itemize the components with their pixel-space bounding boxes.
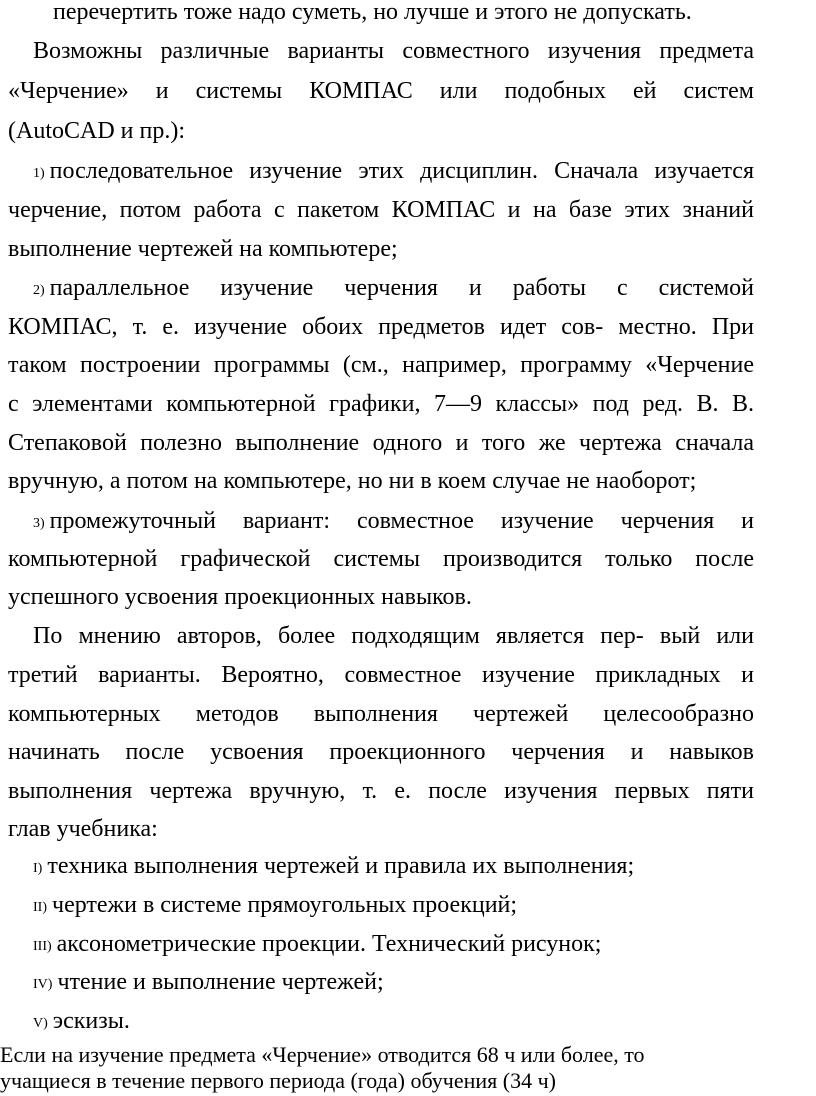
- paragraph-line: выполнения чертежа вручную, т. е. после изучения первых пяти: [8, 778, 754, 804]
- list-item: [33, 507, 754, 539]
- list-item: [33, 930, 601, 962]
- paragraph-line: третий варианты. Вероятно, совместное изучение прикладных и: [8, 662, 754, 688]
- paragraph-line: Степаковой полезно выполнение одного и того же чертежа сначала: [8, 430, 754, 456]
- list-item: [33, 157, 754, 189]
- paragraph-line: По мнению авторов, более подходящим является пер- вый или: [33, 623, 754, 649]
- paragraph-line: (AutoCAD и пр.):: [8, 118, 186, 144]
- list-marker: V): [33, 1016, 48, 1031]
- paragraph-line: успешного усвоения проекционных навыков.: [8, 584, 472, 610]
- paragraph-line: таком построении программы (см., например, программу «Черчение: [8, 352, 754, 378]
- list-marker: IV): [33, 977, 53, 992]
- list-item-text: промежуточный вариант: совместное изучение черчения и: [49, 508, 754, 534]
- list-item: [33, 274, 754, 306]
- paragraph-line: выполнение чертежей на компьютере;: [8, 236, 398, 262]
- list-item-text: чтение и выполнение чертежей;: [57, 969, 384, 995]
- list-item: [33, 1007, 130, 1039]
- list-item: [33, 968, 384, 1000]
- list-item-text: эскизы.: [52, 1008, 130, 1034]
- list-marker: III): [33, 939, 52, 954]
- list-marker: II): [33, 900, 47, 915]
- list-marker: 2): [33, 283, 45, 298]
- text-line: перечертить тоже надо суметь, но лучше и этого не допускать.: [53, 0, 692, 25]
- list-marker: 3): [33, 516, 45, 531]
- list-item: [33, 852, 634, 884]
- paragraph-line: компьютерных методов выполнения чертежей целесообразно: [8, 701, 754, 727]
- list-item-text: аксонометрические проекции. Технический рисунок;: [56, 931, 602, 957]
- paragraph-line: компьютерной графической системы производится только после: [8, 546, 754, 572]
- paragraph-line: Возможны различные варианты совместного изучения предмета: [33, 38, 754, 64]
- paragraph-line: начинать после усвоения проекционного черчения и навыков: [8, 739, 754, 765]
- list-item-text: чертежи в системе прямоугольных проекций;: [52, 892, 518, 918]
- list-item-text: параллельное изучение черчения и работы с системой: [49, 275, 754, 301]
- paragraph-line: «Черчение» и системы КОМПАС или подобных ей систем: [8, 78, 754, 104]
- paragraph-line: черчение, потом работа с пакетом КОМПАС и на базе этих знаний: [8, 197, 754, 223]
- paragraph-line: глав учебника:: [8, 816, 158, 842]
- paragraph-line: Если на изучение предмета «Черчение» отводится 68 ч или более, то: [0, 1042, 645, 1067]
- paragraph-line: с элементами компьютерной графики, 7—9 классы» под ред. В. В.: [8, 391, 754, 417]
- list-item-text: последовательное изучение этих дисциплин. Сначала изучается: [49, 158, 754, 184]
- list-marker: I): [33, 861, 43, 876]
- list-item-text: техника выполнения чертежей и правила их выполнения;: [47, 853, 635, 879]
- paragraph-line: вручную, а потом на компьютере, но ни в коем случае не наоборот;: [8, 468, 697, 494]
- paragraph-line: КОМПАС, т. е. изучение обоих предметов идет сов- местно. При: [8, 314, 754, 340]
- list-marker: 1): [33, 166, 45, 181]
- paragraph-line: учащиеся в течение первого периода (года) обучения (34 ч): [0, 1068, 557, 1093]
- list-item: [33, 891, 517, 923]
